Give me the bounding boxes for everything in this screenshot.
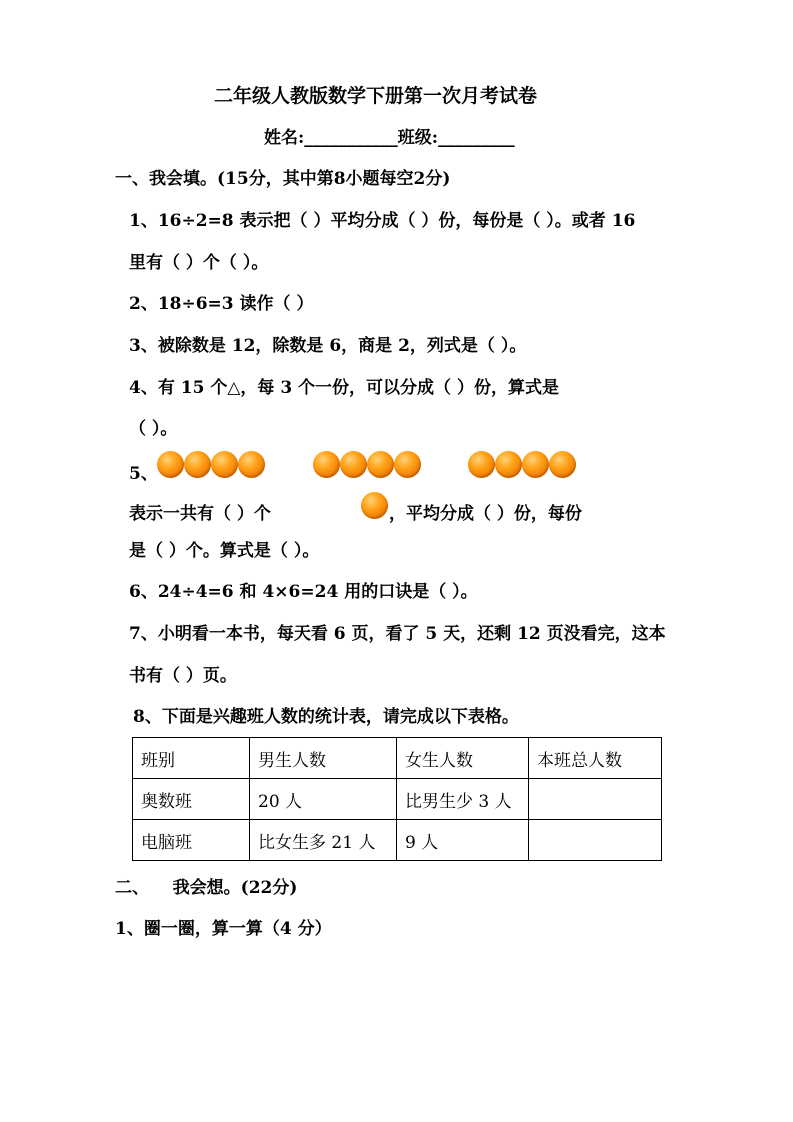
table-row xyxy=(133,779,662,820)
table-cell: 比男生少 3 人 xyxy=(397,779,529,820)
class-label: 班级: xyxy=(397,128,439,148)
interest-class-table xyxy=(132,737,662,861)
table-cell: 9 人 xyxy=(397,820,529,861)
orange-fruit-icon xyxy=(522,451,549,478)
class-blank[interactable]: _________ xyxy=(438,128,515,148)
orange-fruit-icon xyxy=(157,451,184,478)
table-answer-cell[interactable] xyxy=(529,820,662,861)
table-cell: 比女生多 21 人 xyxy=(250,820,397,861)
orange-fruit-icon xyxy=(340,451,367,478)
question-2: 2、18÷6=3 读作（ ） xyxy=(129,294,314,314)
orange-fruit-icon xyxy=(394,451,421,478)
orange-fruit-icon xyxy=(184,451,211,478)
table-cell: 奥数班 xyxy=(133,779,250,820)
student-info xyxy=(264,126,515,150)
orange-fruit-icon xyxy=(313,451,340,478)
section2-question-1: 1、圈一圈，算一算（4 分） xyxy=(115,919,332,939)
question-4-line1: 4、有 15 个△，每 3 个一份，可以分成（ ）份，算式是 xyxy=(129,378,559,398)
orange-fruit-icon xyxy=(211,451,238,478)
orange-fruit-icon xyxy=(238,451,265,478)
question-4-line2: （ ）。 xyxy=(129,419,178,439)
orange-fruit-icon xyxy=(549,451,576,478)
question-5-prefix: 5、 xyxy=(129,464,158,484)
orange-fruit-icon xyxy=(468,451,495,478)
table-header-cell: 女生人数 xyxy=(397,738,529,779)
question-8: 8、下面是兴趣班人数的统计表，请完成以下表格。 xyxy=(133,707,519,727)
question-7-line2: 书有（ ）页。 xyxy=(129,666,237,686)
question-1-line2: 里有（ ）个（ ）。 xyxy=(129,253,269,273)
orange-fruit-icon xyxy=(361,492,388,519)
section1-heading: 一、我会填。(15分，其中第8小题每空2分) xyxy=(115,169,451,189)
name-label: 姓名: xyxy=(264,128,305,148)
question-5-line3: 是（ ）个。算式是（ ）。 xyxy=(129,541,320,561)
table-header-cell: 班别 xyxy=(133,738,250,779)
question-6: 6、24÷4=6 和 4×6=24 用的口诀是（ ）。 xyxy=(129,582,478,602)
table-header-cell: 本班总人数 xyxy=(529,738,662,779)
question-5-line2b: ，平均分成（ ）份，每份 xyxy=(389,504,582,524)
table-cell: 20 人 xyxy=(250,779,397,820)
orange-fruit-icon xyxy=(367,451,394,478)
table-row xyxy=(133,820,662,861)
question-5-line2a: 表示一共有（ ）个 xyxy=(129,504,271,524)
table-header-cell: 男生人数 xyxy=(250,738,397,779)
table-header-row xyxy=(133,738,662,779)
name-blank[interactable]: ___________ xyxy=(304,128,398,148)
table-cell: 电脑班 xyxy=(133,820,250,861)
section2-heading: 二、 我会想。(22分) xyxy=(115,878,298,898)
question-3: 3、被除数是 12，除数是 6，商是 2，列式是（ ）。 xyxy=(129,336,527,356)
table-answer-cell[interactable] xyxy=(529,779,662,820)
orange-fruit-icon xyxy=(495,451,522,478)
question-1-line1: 1、16÷2=8 表示把（ ）平均分成（ ）份，每份是（ ）。或者 16 xyxy=(129,211,636,231)
question-7-line1: 7、小明看一本书，每天看 6 页，看了 5 天，还剩 12 页没看完，这本 xyxy=(129,624,666,644)
page-title: 二年级人教版数学下册第一次月考试卷 xyxy=(214,85,538,107)
